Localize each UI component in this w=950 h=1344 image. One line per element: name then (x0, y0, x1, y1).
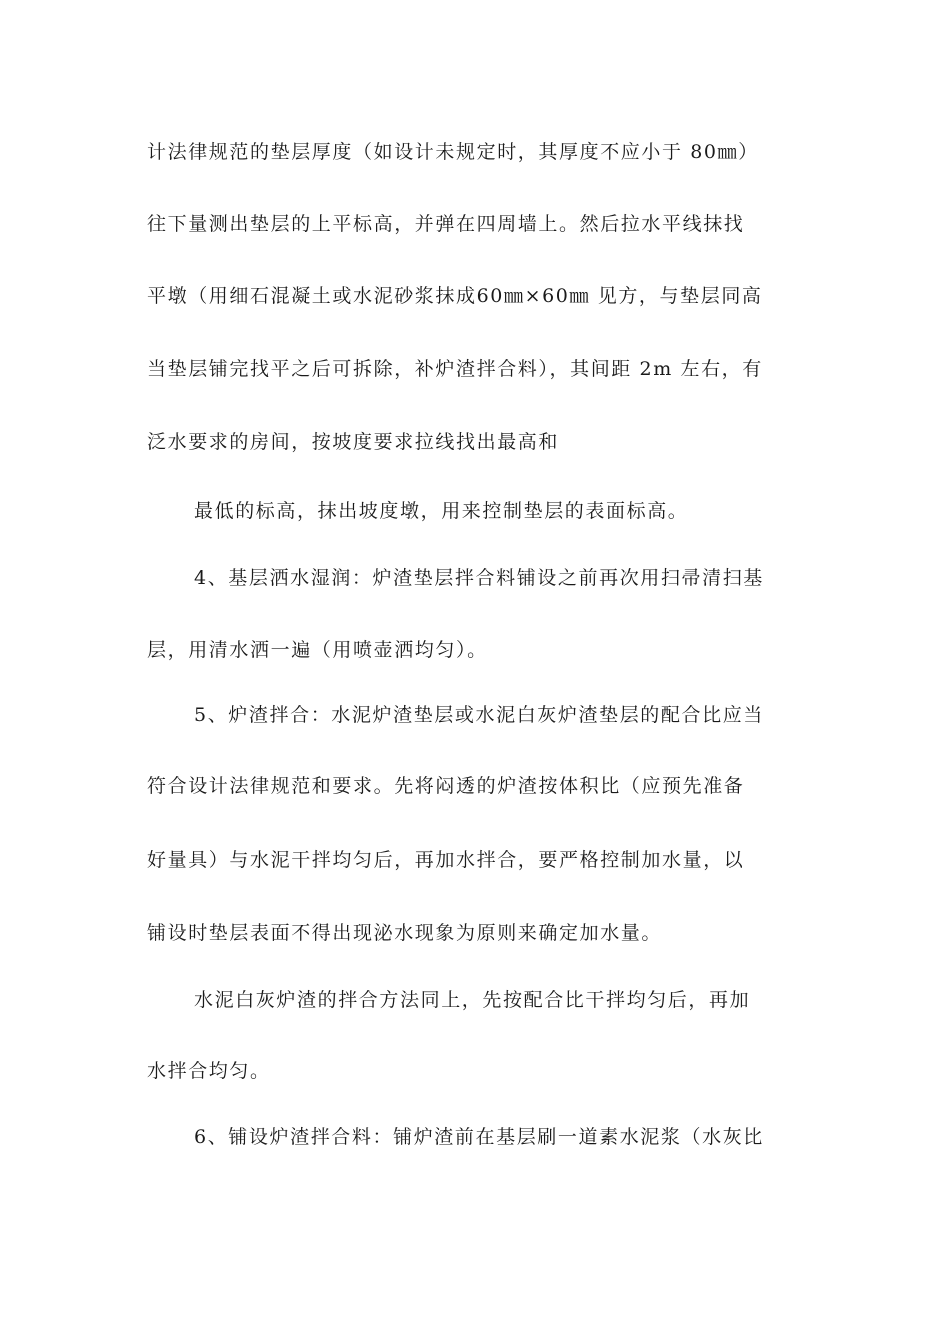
text-line-6: 最低的标高，抹出坡度墩，用来控制垫层的表面标高。 (194, 500, 689, 522)
text-line-12: 铺设时垫层表面不得出现泌水现象为原则来确定加水量。 (147, 922, 663, 944)
text-line-13: 水泥白灰炉渣的拌合方法同上，先按配合比干拌均匀后，再加 (194, 989, 751, 1011)
text-line-8: 层，用清水洒一遍（用喷壶洒均匀）。 (147, 639, 488, 661)
text-line-1: 计法律规范的垫层厚度（如设计未规定时，其厚度不应小于 80㎜） (147, 141, 759, 163)
text-line-7: 4、基层洒水湿润：炉渣垫层拌合料铺设之前再次用扫帚清扫基 (194, 567, 764, 589)
text-line-2: 往下量测出垫层的上平标高，并弹在四周墙上。然后拉水平线抹找 (147, 213, 745, 235)
text-line-10: 符合设计法律规范和要求。先将闷透的炉渣按体积比（应预先准备 (147, 775, 745, 797)
text-line-14: 水拌合均匀。 (147, 1060, 271, 1082)
text-line-11: 好量具）与水泥干拌均匀后，再加水拌合，要严格控制加水量，以 (147, 849, 745, 871)
text-line-15: 6、铺设炉渣拌合料：铺炉渣前在基层刷一道素水泥浆（水灰比 (194, 1126, 764, 1148)
text-line-4: 当垫层铺完找平之后可拆除，补炉渣拌合料），其间距 2m 左右，有 (147, 358, 763, 380)
text-line-3: 平墩（用细石混凝土或水泥砂浆抹成60㎜×60㎜ 见方，与垫层同高 (147, 285, 763, 307)
text-line-9: 5、炉渣拌合：水泥炉渣垫层或水泥白灰炉渣垫层的配合比应当 (194, 704, 764, 726)
text-line-5: 泛水要求的房间，按坡度要求拉线找出最高和 (147, 431, 560, 453)
